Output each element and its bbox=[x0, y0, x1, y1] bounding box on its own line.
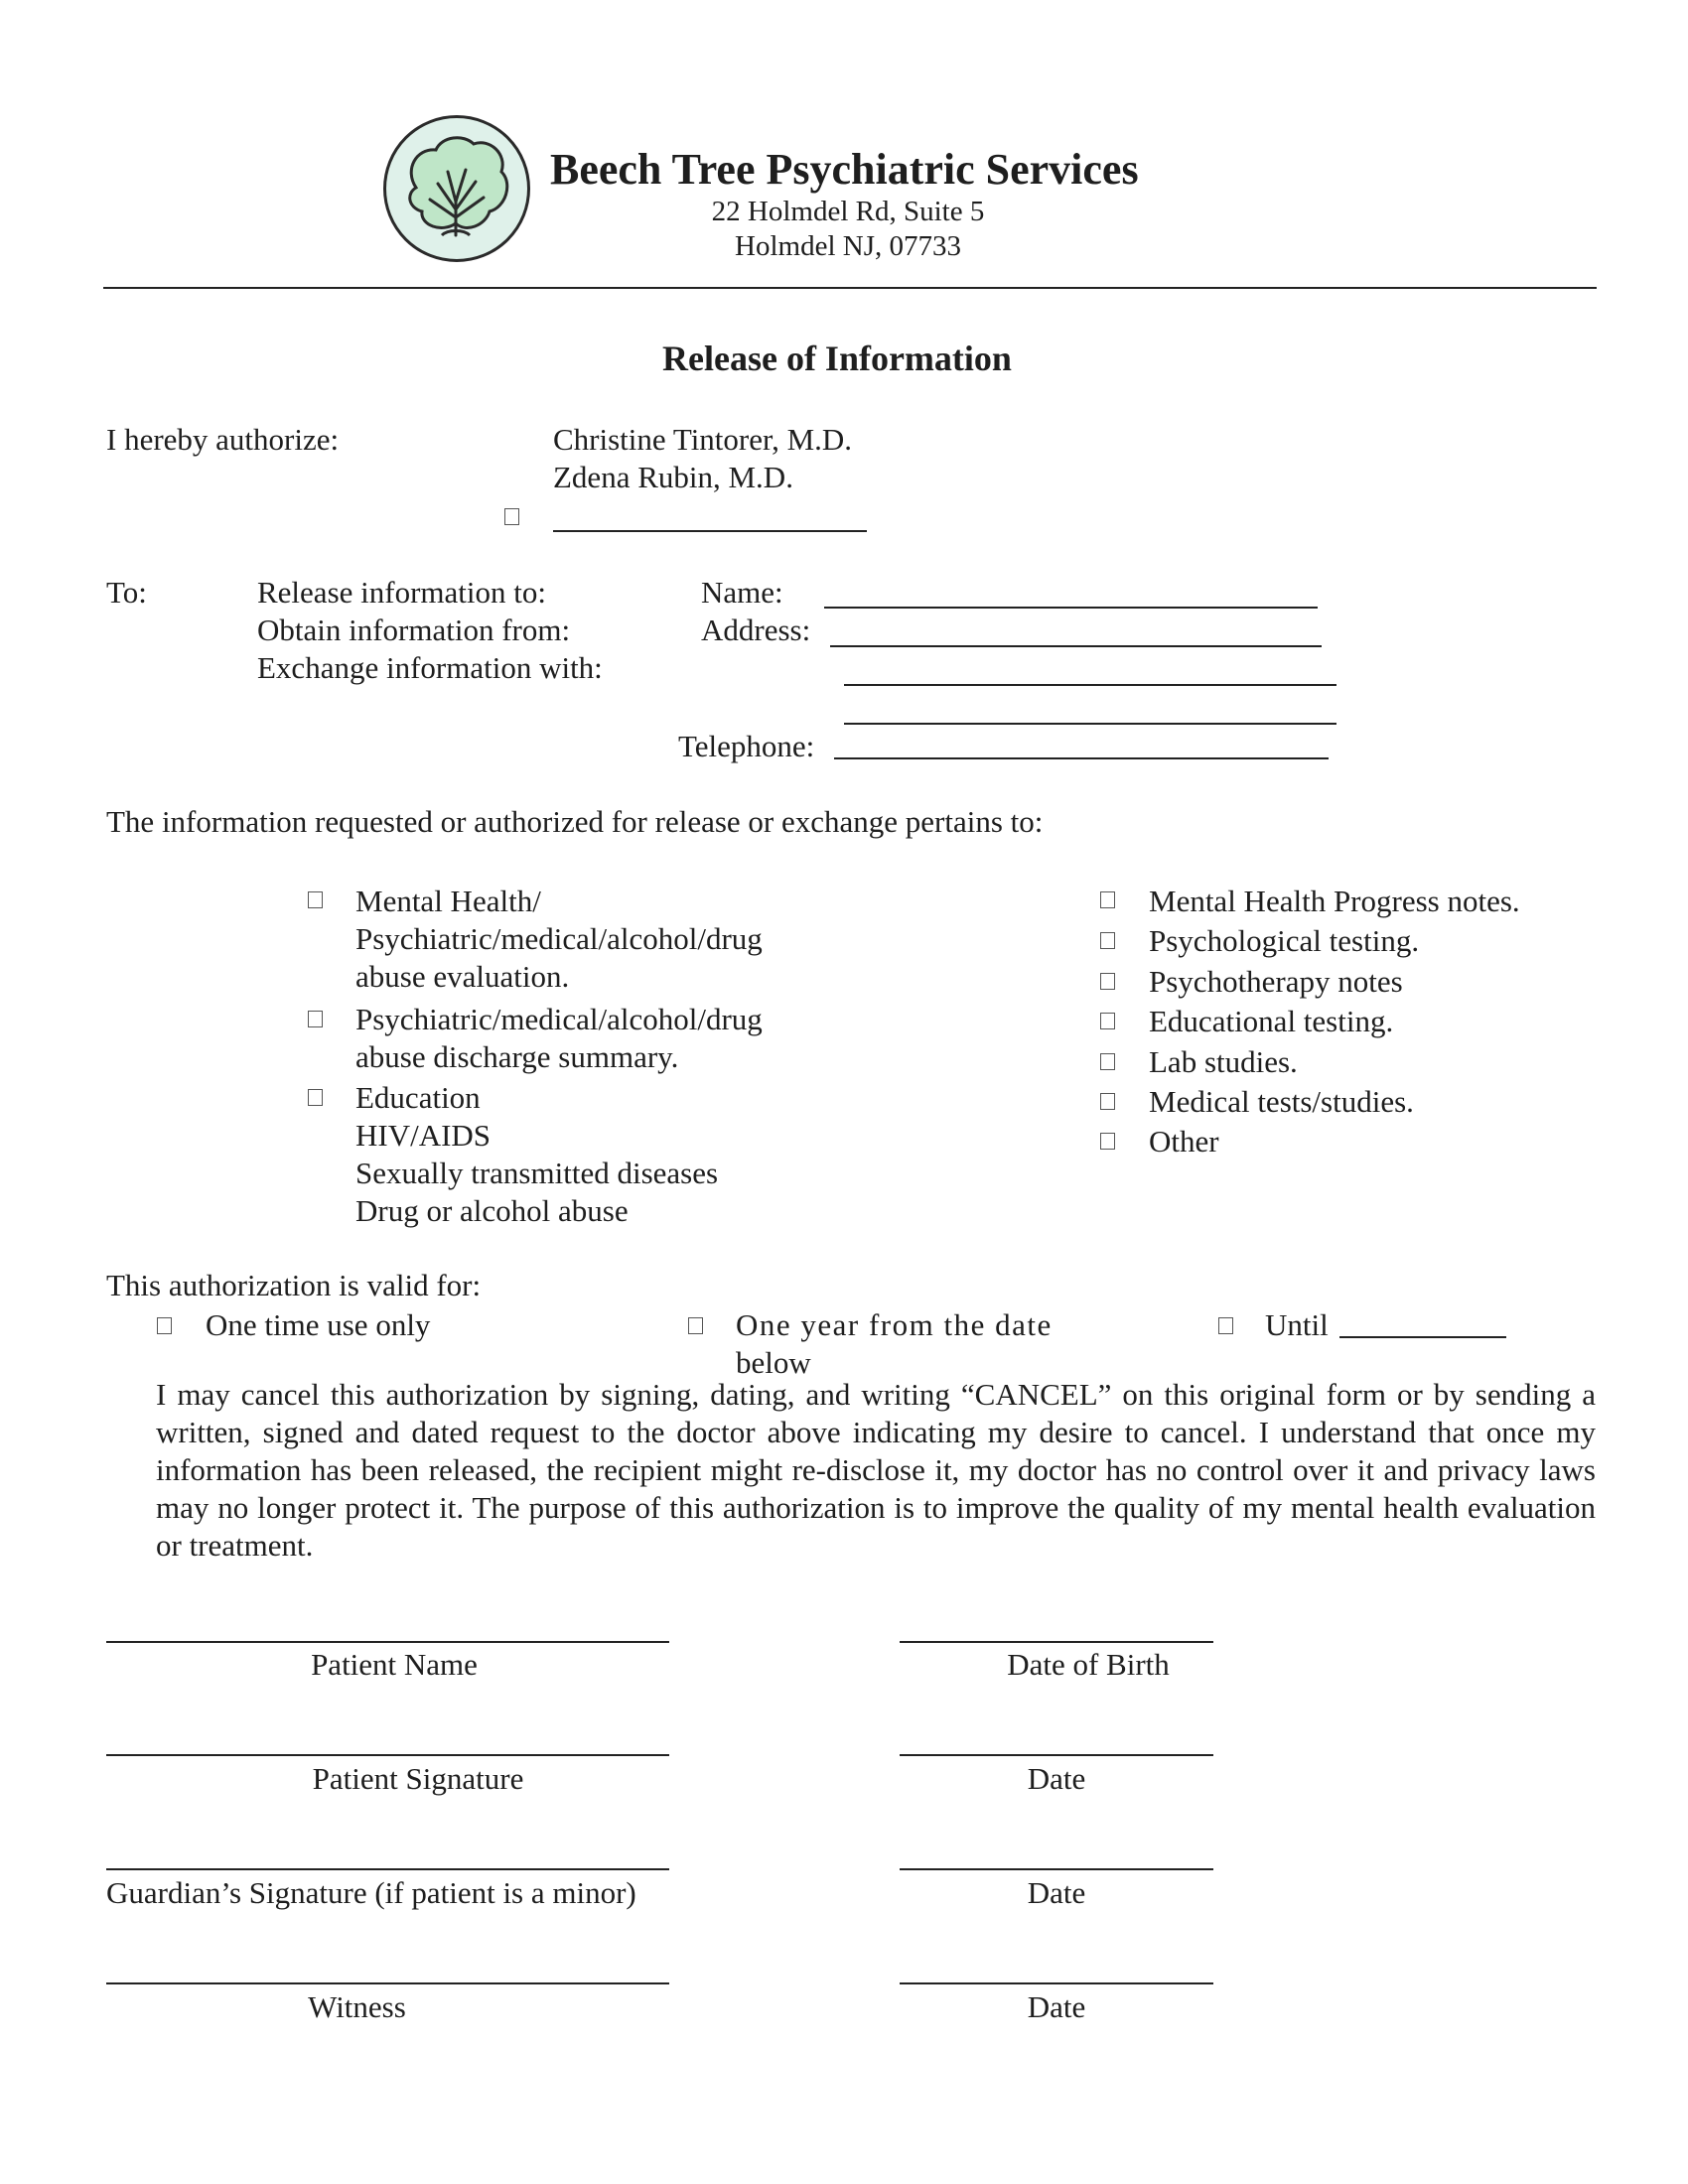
left-item-3-line2: HIV/AIDS bbox=[355, 1118, 492, 1153]
other-provider-checkbox[interactable] bbox=[504, 508, 519, 525]
left-item-2-line1: Psychiatric/medical/alcohol/drug bbox=[355, 1002, 763, 1036]
date3-label: Date bbox=[1027, 1989, 1086, 2024]
patient-signature-label: Patient Signature bbox=[312, 1761, 524, 1796]
right-item-1: Mental Health Progress notes. bbox=[1149, 884, 1520, 918]
left-item-1-line3: abuse evaluation. bbox=[355, 959, 570, 994]
address-line-1[interactable] bbox=[830, 645, 1322, 647]
other-provider-line[interactable] bbox=[553, 530, 867, 532]
right-item-3: Psychotherapy notes bbox=[1149, 964, 1403, 999]
form-title: Release of Information bbox=[662, 339, 1012, 378]
left-item-3-line4: Drug or alcohol abuse bbox=[355, 1193, 629, 1228]
left-item-3-line1: Education bbox=[355, 1080, 481, 1115]
psych-testing-checkbox[interactable] bbox=[1100, 932, 1115, 949]
psychotherapy-notes-checkbox[interactable] bbox=[1100, 973, 1115, 990]
date1-label: Date bbox=[1027, 1761, 1086, 1796]
address-line-3[interactable] bbox=[844, 723, 1336, 725]
patient-name-line[interactable] bbox=[106, 1641, 669, 1643]
telephone-label: Telephone: bbox=[678, 729, 815, 763]
educational-testing-checkbox[interactable] bbox=[1100, 1013, 1115, 1029]
provider-2: Zdena Rubin, M.D. bbox=[553, 460, 793, 494]
one-time-label: One time use only bbox=[206, 1307, 431, 1342]
progress-notes-checkbox[interactable] bbox=[1100, 891, 1115, 908]
org-address-line1: 22 Holmdel Rd, Suite 5 bbox=[711, 196, 985, 227]
lab-studies-checkbox[interactable] bbox=[1100, 1053, 1115, 1070]
telephone-line[interactable] bbox=[834, 757, 1329, 759]
address-label: Address: bbox=[701, 613, 811, 647]
education-checkbox[interactable] bbox=[308, 1089, 323, 1106]
witness-line[interactable] bbox=[106, 1982, 669, 1984]
right-item-4: Educational testing. bbox=[1149, 1004, 1394, 1038]
one-year-label-line2: below bbox=[736, 1345, 811, 1380]
patient-signature-line[interactable] bbox=[106, 1754, 669, 1756]
name-line[interactable] bbox=[824, 607, 1318, 609]
date3-line[interactable] bbox=[900, 1982, 1213, 1984]
date1-line[interactable] bbox=[900, 1754, 1213, 1756]
release-to-option[interactable]: Release information to: bbox=[257, 575, 546, 610]
one-year-checkbox[interactable] bbox=[688, 1317, 703, 1334]
org-name: Beech Tree Psychiatric Services bbox=[550, 145, 1139, 194]
cancel-paragraph: I may cancel this authorization by signing, dating, and writing “CANCEL” on this original form or by sending a written, signed and dated request to the doctor above indicating my desire to cancel. I understand that once my information has been released, the recipient might re-disclose it, my doctor has no control over it and privacy laws may no longer protect it. The purpose of this authorization is to improve the quality of my mental health evaluation or treatment. bbox=[156, 1377, 1596, 1563]
address-line-2[interactable] bbox=[844, 684, 1336, 686]
authorize-label: I hereby authorize: bbox=[106, 422, 340, 457]
right-item-7: Other bbox=[1149, 1124, 1219, 1159]
left-item-2-line2: abuse discharge summary. bbox=[355, 1039, 679, 1074]
witness-label: Witness bbox=[308, 1989, 406, 2024]
until-checkbox[interactable] bbox=[1218, 1317, 1233, 1334]
left-item-3-line3: Sexually transmitted diseases bbox=[355, 1156, 719, 1190]
until-label: Until bbox=[1265, 1307, 1329, 1342]
provider-1: Christine Tintorer, M.D. bbox=[553, 422, 853, 457]
until-date-line[interactable] bbox=[1339, 1336, 1506, 1338]
one-year-label-line1: One year from the date bbox=[736, 1307, 1053, 1342]
one-time-checkbox[interactable] bbox=[157, 1317, 172, 1334]
left-item-1-line1: Mental Health/ bbox=[355, 884, 541, 918]
pertains-text: The information requested or authorized for release or exchange pertains to: bbox=[106, 804, 1044, 839]
other-checkbox[interactable] bbox=[1100, 1133, 1115, 1150]
mental-health-eval-checkbox[interactable] bbox=[308, 891, 323, 908]
date2-line[interactable] bbox=[900, 1868, 1213, 1870]
valid-label: This authorization is valid for: bbox=[106, 1268, 482, 1302]
obtain-from-option[interactable]: Obtain information from: bbox=[257, 613, 571, 647]
beech-tree-logo-icon bbox=[383, 115, 530, 262]
right-item-2: Psychological testing. bbox=[1149, 923, 1420, 958]
to-label: To: bbox=[106, 575, 147, 610]
org-address-line2: Holmdel NJ, 07733 bbox=[735, 230, 961, 262]
guardian-signature-label: Guardian’s Signature (if patient is a minor) bbox=[106, 1875, 636, 1910]
dob-line[interactable] bbox=[900, 1641, 1213, 1643]
guardian-signature-line[interactable] bbox=[106, 1868, 669, 1870]
left-item-1-line2: Psychiatric/medical/alcohol/drug bbox=[355, 921, 763, 956]
medical-tests-checkbox[interactable] bbox=[1100, 1093, 1115, 1110]
dob-label: Date of Birth bbox=[1007, 1647, 1170, 1682]
header-divider bbox=[103, 287, 1597, 289]
name-label: Name: bbox=[701, 575, 783, 610]
date2-label: Date bbox=[1027, 1875, 1086, 1910]
right-item-6: Medical tests/studies. bbox=[1149, 1084, 1414, 1119]
discharge-summary-checkbox[interactable] bbox=[308, 1011, 323, 1027]
exchange-with-option[interactable]: Exchange information with: bbox=[257, 650, 603, 685]
right-item-5: Lab studies. bbox=[1149, 1044, 1298, 1079]
patient-name-label: Patient Name bbox=[311, 1647, 478, 1682]
